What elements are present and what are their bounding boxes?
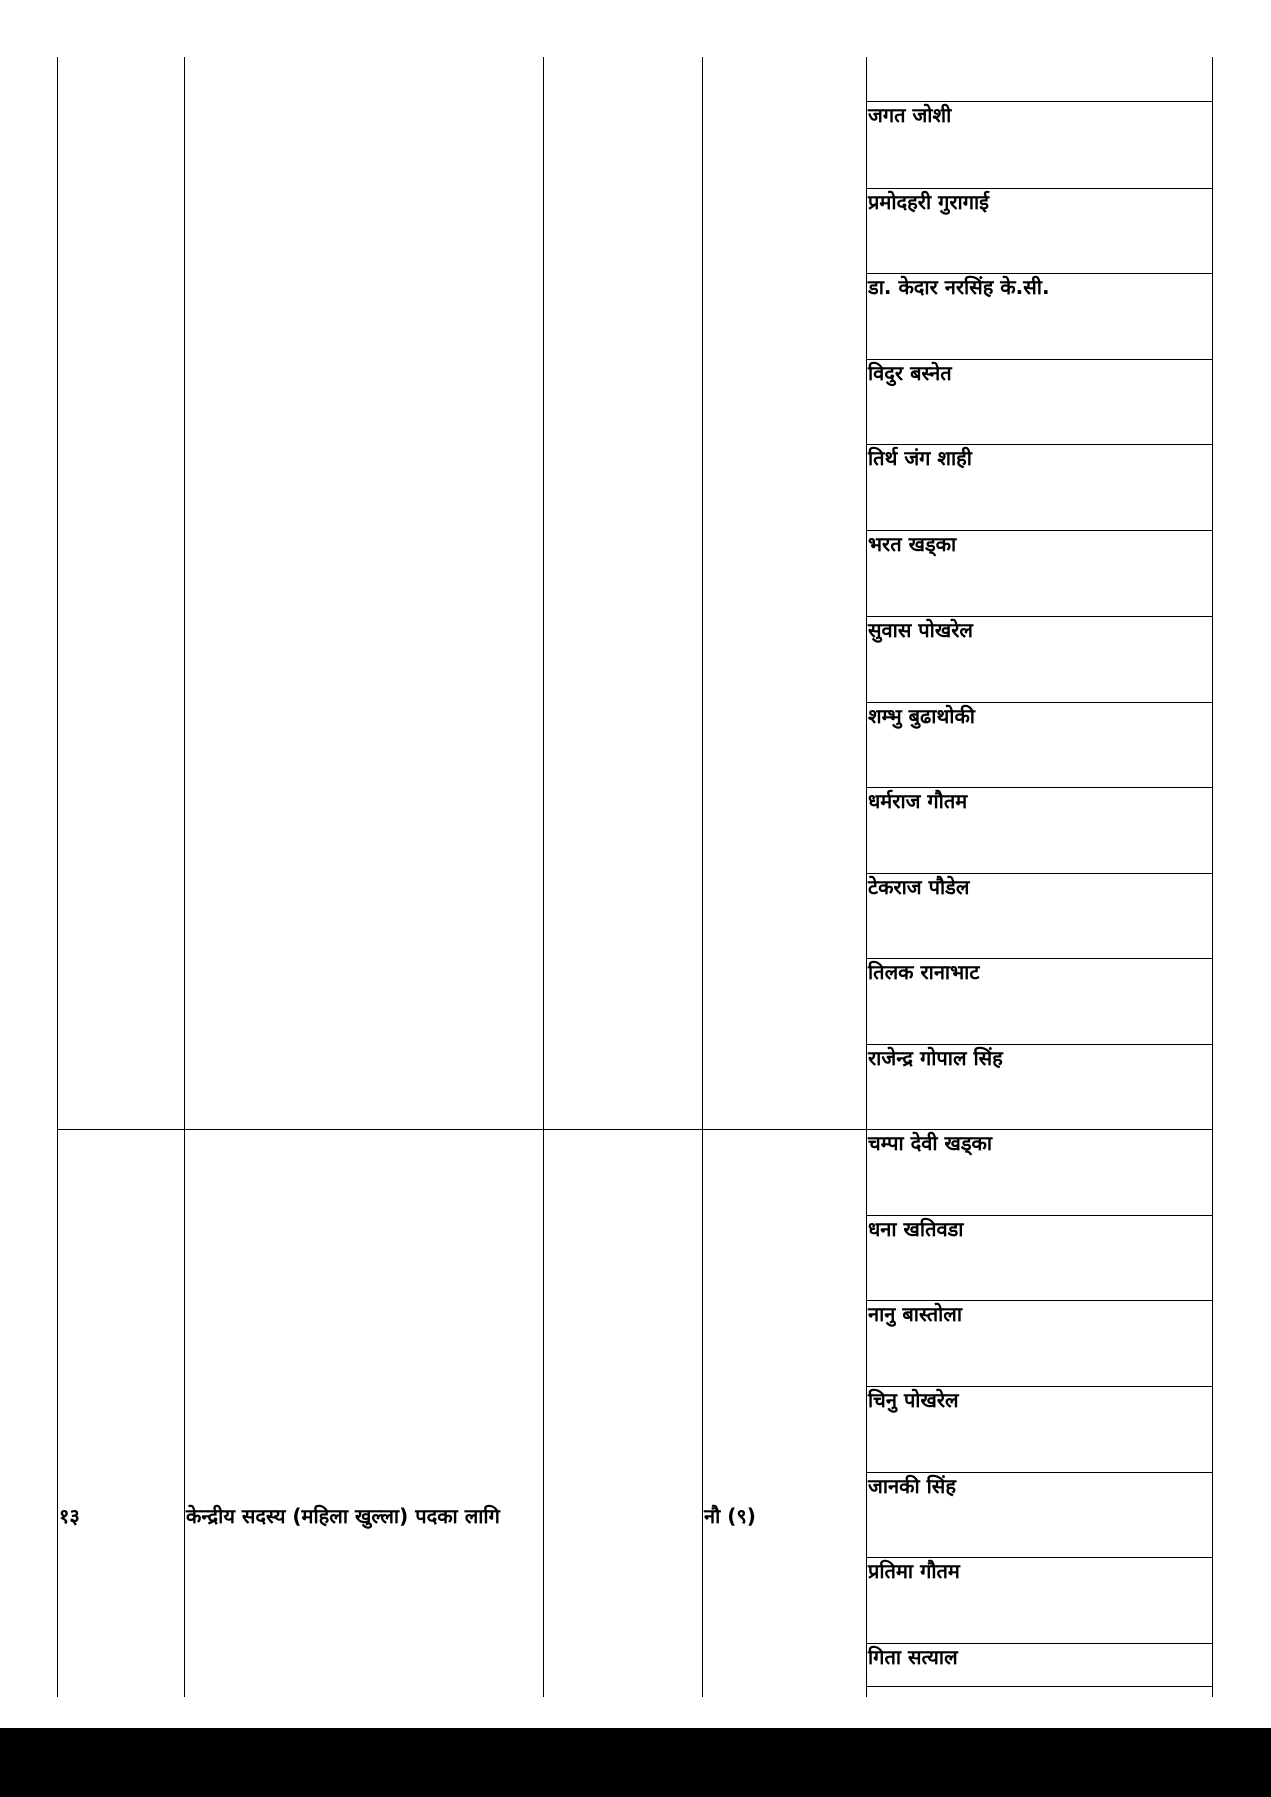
name-cell-border: [866, 873, 1213, 874]
name-cell-border: [866, 101, 1213, 102]
candidate-name: तिलक रानाभाट: [868, 960, 980, 984]
name-cell-border: [866, 958, 1213, 959]
candidate-name: भरत खड्का: [868, 532, 957, 556]
name-cell-border: [866, 1643, 1213, 1644]
candidate-name: सुवास पोखरेल: [868, 618, 973, 642]
name-cell-border: [866, 188, 1213, 189]
table-column-line: [1212, 57, 1213, 1697]
name-cell-border: [866, 530, 1213, 531]
candidate-name: चिनु पोखरेल: [868, 1388, 959, 1412]
name-cell-border: [866, 1557, 1213, 1558]
table-column-line: [184, 57, 185, 1697]
name-cell-border: [866, 1686, 1213, 1687]
candidate-name: गिता सत्याल: [868, 1645, 958, 1669]
name-cell-border: [866, 702, 1213, 703]
name-cell-border: [866, 1386, 1213, 1387]
table-column-line: [57, 57, 58, 1697]
table-column-line: [543, 57, 544, 1697]
candidate-name: विदुर बस्नेत: [868, 361, 952, 385]
table-column-line: [702, 57, 703, 1697]
position-title: केन्द्रीय सदस्य (महिला खुल्ला) पदका लागि: [186, 1504, 500, 1528]
candidate-name: जगत जोशी: [868, 103, 952, 127]
seat-count: नौ (९): [704, 1504, 756, 1528]
table-row-border: [57, 1129, 1213, 1130]
name-cell-border: [866, 1300, 1213, 1301]
name-cell-border: [866, 273, 1213, 274]
candidate-name: तिर्थ जंग शाही: [868, 446, 972, 470]
table-column-line: [866, 57, 867, 1697]
candidate-name: शम्भु बुढाथोकी: [868, 704, 975, 728]
serial-number: १३: [59, 1504, 80, 1528]
candidate-name: जानकी सिंह: [868, 1474, 956, 1498]
name-cell-border: [866, 1215, 1213, 1216]
candidate-name: टेकराज पौडेल: [868, 875, 970, 899]
candidate-name: धर्मराज गौतम: [868, 789, 968, 813]
name-cell-border: [866, 616, 1213, 617]
candidate-name: प्रतिमा गौतम: [868, 1559, 960, 1583]
candidate-name: डा. केदार नरसिंह के.सी.: [868, 275, 1050, 299]
candidate-name: चम्पा देवी खड्का: [868, 1131, 993, 1155]
name-cell-border: [866, 787, 1213, 788]
bottom-bar: [0, 1728, 1271, 1797]
candidate-name: प्रमोदहरी गुरागाई: [868, 190, 989, 214]
candidate-name: नानु बास्तोला: [868, 1302, 963, 1326]
name-cell-border: [866, 1044, 1213, 1045]
candidate-name: राजेन्द्र गोपाल सिंह: [868, 1046, 1003, 1070]
name-cell-border: [866, 1472, 1213, 1473]
candidate-name: धना खतिवडा: [868, 1217, 964, 1241]
name-cell-border: [866, 444, 1213, 445]
name-cell-border: [866, 359, 1213, 360]
